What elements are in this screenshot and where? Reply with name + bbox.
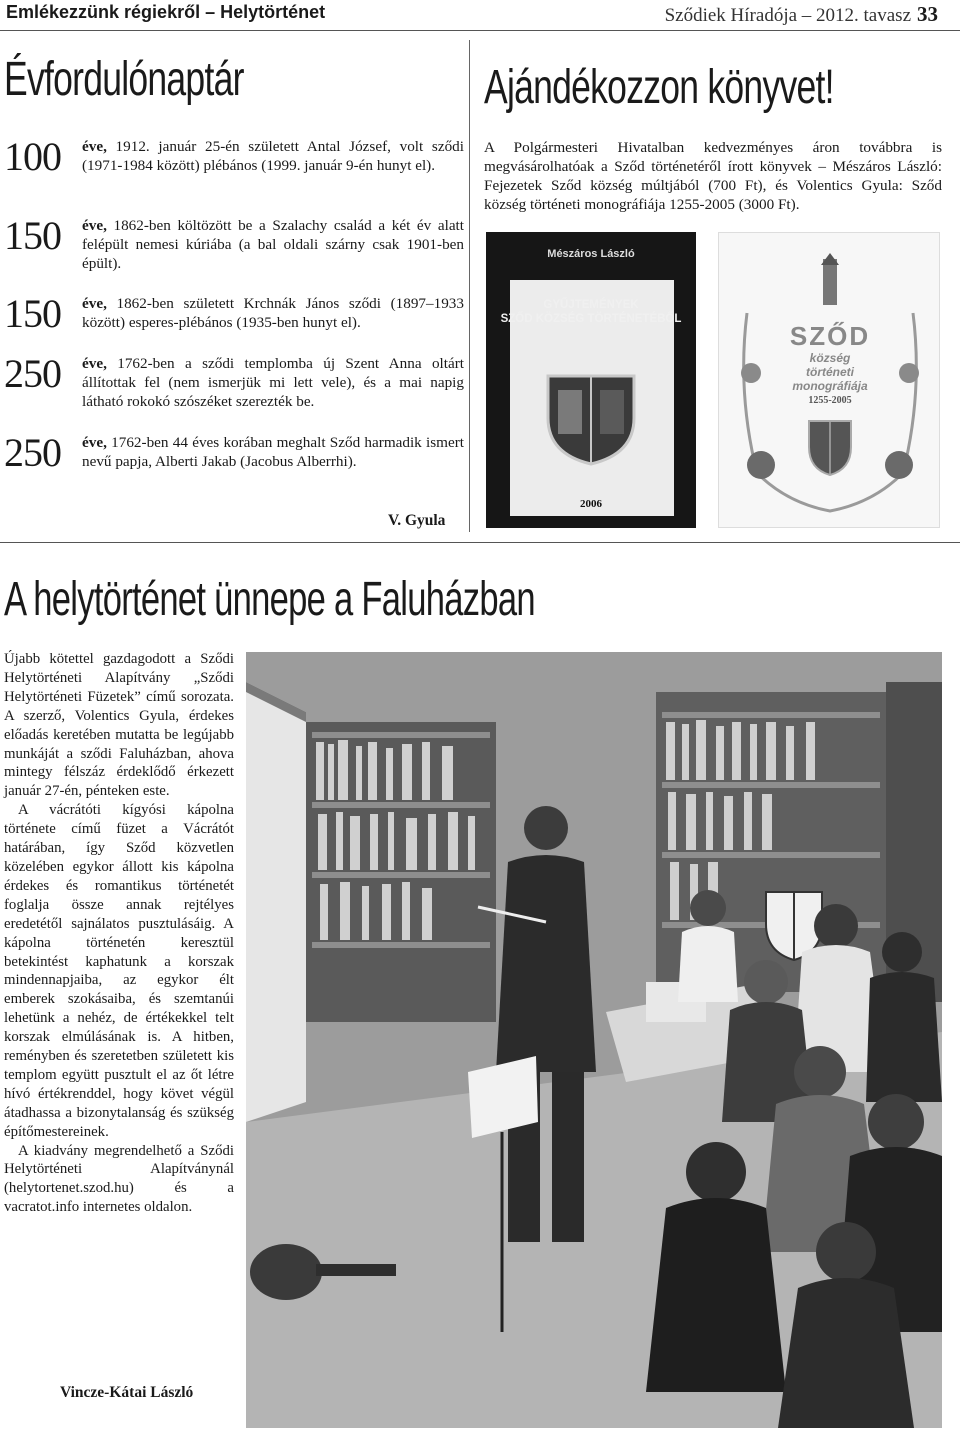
section-divider	[0, 542, 960, 543]
book-cover-monografia	[718, 232, 940, 528]
article-body	[4, 650, 234, 1217]
anniversary-signature: V. Gyula	[388, 512, 446, 529]
publication-info	[665, 2, 938, 27]
column-divider	[469, 40, 470, 532]
coat-of-arms-icon	[805, 417, 855, 479]
anniversary-number: 150	[4, 213, 61, 258]
presentation-photo-icon	[246, 652, 942, 1428]
running-header	[0, 0, 960, 32]
event-photo	[246, 652, 942, 1428]
anniversary-text: éve, 1862-ben költözött be a Szalachy család a két év alatt felépült nemesi kúriába (a bal oldali szárny csak 1901-ben épült).	[82, 217, 464, 272]
page-number: 33	[917, 2, 938, 26]
anniversary-heading: Évfordulónaptár	[4, 53, 244, 106]
anniversary-text: éve, 1762-ben 44 éves korában meghalt Sződ harmadik ismert nevű papja, Alberti Jakab (Jacobus Alberrhi).	[82, 434, 464, 470]
anniversary-number: 250	[4, 351, 61, 396]
anniversary-text: éve, 1862-ben született Krchnák János sződi (1897–1933 között) esperes-plébános (1935-ben hunyt el).	[82, 295, 464, 331]
anniversary-number: 250	[4, 430, 61, 475]
anniversary-number: 100	[4, 134, 61, 179]
gift-heading: Ajándékozzon könyvet!	[484, 61, 834, 114]
article-paragraph: A kiadvány megrendelhető a Sződi Helytörténeti Alapítványnál (helytortenet.szod.hu) és a vacratot.info internetes oldalon.	[4, 1142, 234, 1216]
book-title: SZŐD község történeti monográfiája	[789, 321, 871, 393]
issue-label: Sződiek Híradója – 2012. tavasz	[664, 5, 911, 26]
book-year: 2006	[580, 498, 602, 510]
anniversary-text: éve, 1762-ben a sződi templomba új Szent Anna oltárt állítottak fel (nem ismerjük mi lett vele), és a mai napig látható rokokó szószéket szerezték be.	[82, 355, 464, 410]
header-rule	[0, 30, 960, 31]
article-heading: A helytörténet ünnepe a Faluházban	[4, 573, 535, 626]
book-cover-gyujtemenyek	[486, 232, 696, 528]
book-years: 1255-2005	[808, 395, 852, 406]
article-signature: Vincze-Kátai László	[60, 1384, 194, 1401]
anniversary-text: éve, 1912. január 25-én született Antal József, volt sződi (1971-1984 között) plébános (1999. január 9-én hunyt el).	[82, 138, 464, 174]
gift-text: A Polgármesteri Hivatalban kedvezményes áron továbbra is megvásárolhatóak a Sződ történetéről írott könyvek – Mészáros László: Fejezetek Sződ község múltjából (700 Ft), és Volentics Gyula: Sződ község történeti monográfiája 1255-2005 (3000 Ft).	[484, 139, 942, 213]
book-author: Mészáros László	[547, 248, 635, 260]
coat-of-arms-icon	[538, 368, 644, 468]
book-title: GYŰJTEMÉNYEK SZŐD KÖZSÉG TÖRTÉNETÉBŐL	[500, 299, 682, 325]
section-title: Emlékezzünk régiekről – Helytörténet	[6, 2, 326, 22]
anniversary-number: 150	[4, 291, 61, 336]
article-paragraph: Újabb kötettel gazdagodott a Sződi Helytörténeti Alapítvány „Sződi Helytörténeti Füzetek” című sorozata. A szerző, Volentics Gyula, érdekes előadás keretében mutatta be legújabb munkáját a sződi Faluházban, ahova mintegy félszáz érdeklődő érkezett január 27-én, pénteken este.	[4, 651, 234, 800]
article-paragraph: A vácrátóti kígyósi kápolna története című füzet a Vácrátót határában, így Sződ közvetlen közelében egykor állott kis kápolna érdekes és romantikus történetét foglalja össze annak rejtélyes eredetétől sajnálatos pusztulásáig. A kápolna történetén keresztül betekintést kaphatunk a korszak mindennapjaiba, az egykor élt emberek szokásaiba, és szemtanúi lehetünk a nehéz, de értékekkel telt korszak elmúlásának is. A hitben, reményben és szeretetben született kis templom együtt pusztult el az őt létre hívó értékrenddel, hogy követ végül átadhassa a bizonytalanság és szükség építőmestereinek.	[4, 802, 234, 1140]
